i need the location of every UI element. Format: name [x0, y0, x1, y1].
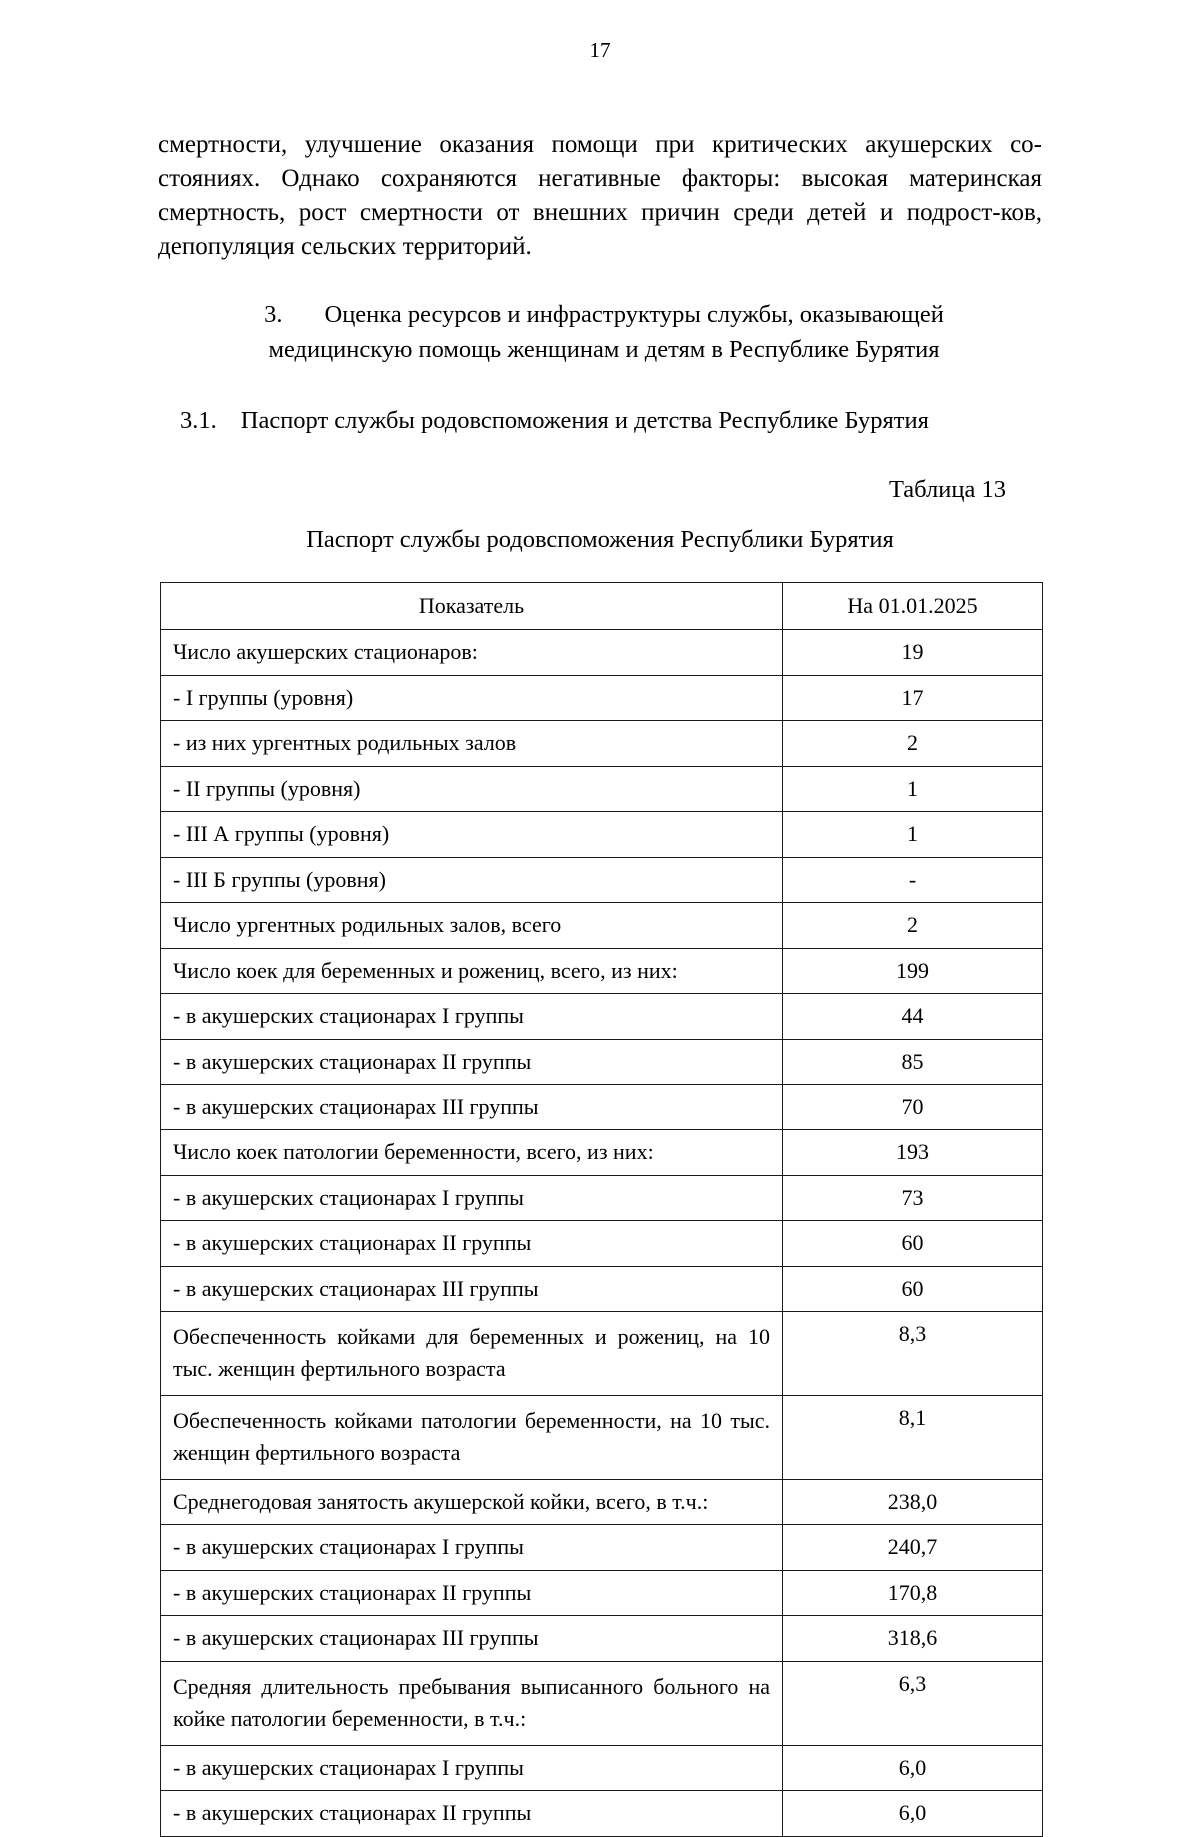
table-cell-indicator: - I группы (уровня)	[161, 675, 783, 720]
table-cell-value: 318,6	[783, 1616, 1043, 1661]
table-cell-indicator: - в акушерских стационарах II группы	[161, 1791, 783, 1836]
table-row	[161, 1039, 1043, 1084]
table-cell-value: 2	[783, 903, 1043, 948]
table-body	[161, 630, 1043, 1836]
table-row	[161, 1312, 1043, 1396]
table-row	[161, 1570, 1043, 1615]
table-cell-value: 170,8	[783, 1570, 1043, 1615]
table-cell-indicator: - в акушерских стационарах III группы	[161, 1085, 783, 1130]
table-cell-value: 44	[783, 994, 1043, 1039]
table-cell-indicator: - в акушерских стационарах I группы	[161, 1745, 783, 1790]
table-cell-value: 17	[783, 675, 1043, 720]
table-cell-indicator: Обеспеченность койками для беременных и рожениц, на 10 тыс. женщин фертильного возраста	[161, 1312, 783, 1396]
table-row	[161, 675, 1043, 720]
table-cell-value: 6,0	[783, 1745, 1043, 1790]
table-cell-indicator: Средняя длительность пребывания выписанного больного на койке патологии беременности, в т.ч.:	[161, 1661, 783, 1745]
subsection-number: 3.1.	[180, 406, 217, 434]
table-row	[161, 994, 1043, 1039]
table-cell-indicator: - II группы (уровня)	[161, 766, 783, 811]
table-cell-value: 85	[783, 1039, 1043, 1084]
column-header-value: На 01.01.2025	[783, 582, 1043, 629]
table-row	[161, 721, 1043, 766]
table-row	[161, 1616, 1043, 1661]
table-caption: Паспорт службы родовспоможения Республики Бурятия	[306, 525, 894, 553]
table-cell-value: 60	[783, 1221, 1043, 1266]
table-cell-indicator: Число коек патологии беременности, всего, из них:	[161, 1130, 783, 1175]
table-cell-indicator: - в акушерских стационарах II группы	[161, 1039, 783, 1084]
table-row	[161, 1791, 1043, 1836]
table-cell-indicator: Число ургентных родильных залов, всего	[161, 903, 783, 948]
table-cell-value: 1	[783, 812, 1043, 857]
table-cell-indicator: - в акушерских стационарах I группы	[161, 994, 783, 1039]
table-cell-value: 70	[783, 1085, 1043, 1130]
subsection-title: Паспорт службы родовспоможения и детства Республике Бурятия	[240, 406, 929, 434]
table-cell-value: 8,1	[783, 1396, 1043, 1480]
section-number: 3.	[264, 301, 283, 328]
table-row	[161, 630, 1043, 675]
table-cell-value: 238,0	[783, 1479, 1043, 1524]
table-cell-indicator: - из них ургентных родильных залов	[161, 721, 783, 766]
table-row	[161, 1130, 1043, 1175]
table-cell-indicator: - III А группы (уровня)	[161, 812, 783, 857]
table-cell-indicator: Число акушерских стационаров:	[161, 630, 783, 675]
table-cell-value: 60	[783, 1266, 1043, 1311]
table-row	[161, 812, 1043, 857]
section-title: Оценка ресурсов и инфраструктуры службы, оказывающей медицинскую помощь женщинам и детям в Республике Бурятия	[268, 301, 944, 363]
table-cell-indicator: Среднегодовая занятость акушерской койки, всего, в т.ч.:	[161, 1479, 783, 1524]
table-label: Таблица 13	[888, 475, 1006, 503]
table-cell-value: 2	[783, 721, 1043, 766]
table-cell-value: 240,7	[783, 1525, 1043, 1570]
passport-table	[160, 582, 1043, 1837]
table-cell-indicator: - в акушерских стационарах III группы	[161, 1616, 783, 1661]
table-cell-indicator: - в акушерских стационарах I группы	[161, 1525, 783, 1570]
table-cell-indicator: - в акушерских стационарах II группы	[161, 1570, 783, 1615]
table-cell-indicator: Обеспеченность койками патологии беременности, на 10 тыс. женщин фертильного возраста	[161, 1396, 783, 1480]
table-row	[161, 948, 1043, 993]
table-row	[161, 766, 1043, 811]
table-row	[161, 1479, 1043, 1524]
table-cell-value: 6,3	[783, 1661, 1043, 1745]
table-cell-indicator: - в акушерских стационарах III группы	[161, 1266, 783, 1311]
table-cell-indicator: - в акушерских стационарах I группы	[161, 1175, 783, 1220]
body-paragraph: смертности, улучшение оказания помощи при критических акушерских со-стояниях. Однако сохраняются негативные факторы: высокая материнская смертность, рост смертности от внешних причин среди детей и подрост-ков, депопуляция сельских территорий.	[158, 131, 1042, 260]
table-row	[161, 1266, 1043, 1311]
table-cell-value: 73	[783, 1175, 1043, 1220]
table-row	[161, 857, 1043, 902]
page-content	[158, 128, 1042, 1837]
table-row	[161, 1085, 1043, 1130]
table-cell-value: 199	[783, 948, 1043, 993]
column-header-indicator: Показатель	[161, 582, 783, 629]
table-cell-value: -	[783, 857, 1043, 902]
subsection-heading	[158, 404, 1042, 438]
table-cell-value: 8,3	[783, 1312, 1043, 1396]
table-row	[161, 1661, 1043, 1745]
table-cell-value: 193	[783, 1130, 1043, 1175]
table-row	[161, 1175, 1043, 1220]
table-cell-value: 19	[783, 630, 1043, 675]
table-cell-indicator: - в акушерских стационарах II группы	[161, 1221, 783, 1266]
section-heading	[158, 298, 1042, 368]
table-row	[161, 903, 1043, 948]
table-cell-indicator: Число коек для беременных и рожениц, всего, из них:	[161, 948, 783, 993]
table-row	[161, 1745, 1043, 1790]
table-row	[161, 1221, 1043, 1266]
page-number: 17	[589, 38, 611, 62]
table-cell-indicator: - III Б группы (уровня)	[161, 857, 783, 902]
table-row	[161, 1396, 1043, 1480]
table-header-row	[161, 582, 1043, 629]
table-head	[161, 582, 1043, 629]
table-cell-value: 6,0	[783, 1791, 1043, 1836]
table-cell-value: 1	[783, 766, 1043, 811]
table-row	[161, 1525, 1043, 1570]
